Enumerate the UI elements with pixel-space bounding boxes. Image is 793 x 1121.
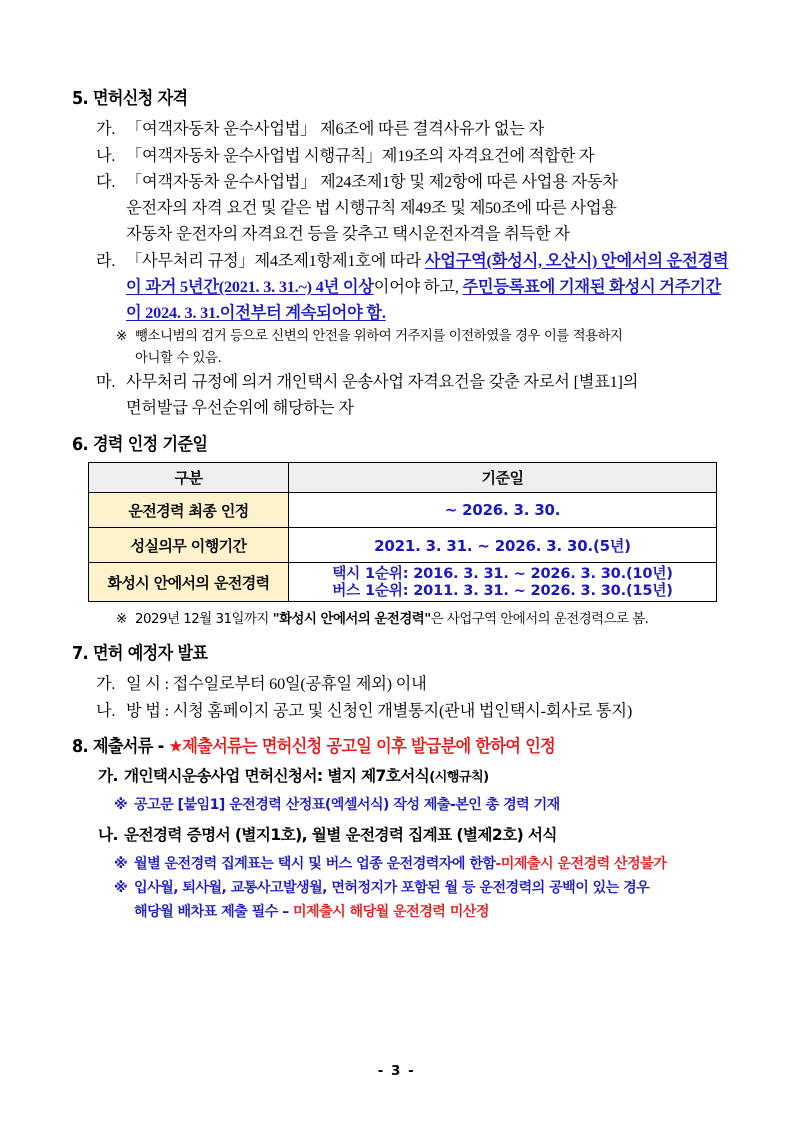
section-5-note: [72, 326, 732, 347]
note-marker-icon: ※: [116, 329, 127, 345]
item-marker: 가.: [96, 120, 116, 139]
section-5-note-line2: 아니할 수 있음.: [135, 350, 222, 366]
section-7-item-ga: [72, 671, 732, 697]
note-marker-icon: ※: [114, 879, 128, 896]
section-8-note-na-2: [72, 877, 732, 901]
item-marker: 가.: [98, 767, 118, 786]
note-text: [135, 609, 648, 630]
note-plain-1: 2029년 12월 31일까지: [135, 612, 273, 628]
item-marker: 라.: [96, 251, 116, 270]
section-5-item-ma-line2: 면허발급 우선순위에 해당하는 자: [126, 399, 354, 418]
section-6-heading: 6. 경력 인정 기준일: [72, 434, 208, 455]
section-5-item-ra: [72, 248, 732, 327]
note-text: 공고문 [붙임1] 운전경력 산정표(엑셀서식) 작성 제출-본인 총 경력 기재: [134, 797, 560, 814]
table-header-row: [89, 463, 717, 493]
note-marker-icon: ※: [114, 797, 128, 814]
section-8-note-na-1: [72, 853, 732, 877]
item-text: 운전경력 증명서 (별지1호), 월별 운전경력 집계표 (별제2호) 서식: [124, 826, 557, 845]
table-header-date: 기준일: [289, 463, 717, 493]
page-footer: - 3 -: [377, 1063, 416, 1079]
section-5-item-da-line3: 자동차 운전자의 자격요건 등을 갖추고 택시운전자격을 취득한 자: [126, 225, 570, 244]
table-cell-value: 2021. 3. 31. ~ 2026. 3. 30.(5년): [289, 528, 717, 563]
page-content: [72, 88, 732, 924]
ra-plain-1: 「사무처리 규정」제4조제1항제1호에 따라: [126, 251, 425, 270]
section-8-note-na-2-line2: [72, 901, 732, 925]
table-cell-value: ~ 2026. 3. 30.: [289, 493, 717, 528]
ra-emphasis-2: 주민등록표에 기재된 화성시 거주기간이 2024. 3. 31.이전부터 계속되어야 함.: [126, 277, 722, 323]
ra-plain-2: 이어야 하고,: [373, 277, 463, 296]
career-criteria-table-wrapper: [88, 462, 732, 602]
table-row: [89, 493, 717, 528]
item-marker: 나.: [96, 146, 116, 165]
section-5-heading: 5. 면허신청 자격: [72, 89, 188, 109]
item-marker: 마.: [96, 373, 116, 392]
section-7-item-na: [72, 698, 732, 724]
note-marker-icon: ※: [116, 612, 127, 628]
note-na-1-blue: 월별 운전경력 집계표는 택시 및 버스 업종 운전경력자에 한함: [134, 856, 496, 873]
item-marker: 가.: [96, 675, 116, 694]
table-cell-label: 화성시 안에서의 운전경력: [89, 563, 289, 602]
section-8-item-ga: [72, 764, 732, 789]
item-marker: 나.: [96, 701, 116, 720]
section-8-item-na: [72, 823, 732, 848]
table-row: [89, 528, 717, 563]
note-na-1-red: -미제출시 운전경력 산정불가: [495, 856, 667, 873]
item-ga-main: 개인택시운송사업 면허신청서: 별지 제7호서식: [124, 767, 430, 786]
section-5-item-da: [72, 169, 732, 195]
ra-emphasis-1: 사업구역(화성시, 오산시) 안에서의 운전경력이 과거 5년간(2021. 3. 31.~) 4년 이상: [126, 251, 729, 296]
table-cell-value-line-1: 택시 1순위: 2016. 3. 31. ~ 2026. 3. 30.(10년): [332, 565, 673, 582]
item-text: [126, 248, 732, 327]
section-5-item-na: [72, 143, 732, 169]
section-6-note: [72, 609, 732, 630]
item-text: 「여객자동차 운수사업법」 제24조제1항 및 제2항에 따른 사업용 자동차: [126, 172, 618, 191]
item-marker: 나.: [98, 826, 118, 845]
note-marker-icon: ※: [114, 856, 128, 873]
section-5-item-ga: [72, 116, 732, 142]
item-text: 일 시 : 접수일로부터 60일(공휴일 제외) 이내: [126, 675, 427, 694]
section-8-heading-dash: -: [152, 736, 169, 757]
section-8-heading-red: ★제출서류는 면허신청 공고일 이후 발급분에 한하여 인정: [168, 736, 556, 757]
item-text: 「여객자동차 운수사업법 시행규칙」제19조의 자격요건에 적합한 자: [126, 146, 595, 165]
table-cell-value-line-2: 버스 1순위: 2011. 3. 31. ~ 2026. 3. 30.(15년): [332, 582, 673, 600]
section-8-heading-black: 8. 제출서류: [72, 736, 153, 757]
section-5-item-ma: [72, 369, 732, 395]
note-text: 뺑소니범의 검거 등으로 신변의 안전을 위하여 거주지를 이전하였을 경우 이를 적용하지: [135, 329, 623, 345]
item-text: 「여객자동차 운수사업법」 제6조에 따른 결격사유가 없는 자: [126, 120, 545, 139]
table-row: [89, 563, 717, 602]
table-cell-label: 운전경력 최종 인정: [89, 493, 289, 528]
note-text: 입사월, 퇴사월, 교통사고발생월, 면허정지가 포함된 월 등 운전경력의 공백이 있는 경우: [134, 879, 650, 896]
table-cell-value: [289, 563, 717, 602]
item-marker: 다.: [96, 172, 116, 191]
item-ga-suffix: (시행규칙): [429, 770, 489, 786]
table-cell-label: 성실의무 이행기간: [89, 528, 289, 563]
note-text: [134, 853, 732, 877]
note-na-2-blue: 해당월 배차표 제출 필수 –: [134, 903, 293, 920]
note-na-2-red: 미제출시 해당월 운전경력 미산정: [292, 903, 489, 920]
section-8-note-ga: [72, 794, 732, 818]
item-text: 사무처리 규정에 의거 개인택시 운송사업 자격요건을 갖춘 자로서 [별표1]의: [126, 373, 639, 392]
section-5-item-da-line2: 운전자의 자격 요건 및 같은 법 시행규칙 제49조 및 제50조에 따른 사업용: [126, 199, 617, 218]
item-text: [124, 764, 732, 789]
career-criteria-table: [88, 462, 717, 602]
table-header-category: 구분: [89, 463, 289, 493]
section-7-heading: 7. 면허 예정자 발표: [72, 643, 208, 664]
note-bold-1: "화성시 안에서의 운전경력": [272, 612, 431, 628]
note-plain-2: 은 사업구역 안에서의 운전경력으로 봄.: [430, 612, 649, 628]
item-text: 방 법 : 시청 홈페이지 공고 및 신청인 개별통지(관내 법인택시-회사로 통지): [126, 701, 633, 720]
section-8-heading: [72, 736, 679, 758]
